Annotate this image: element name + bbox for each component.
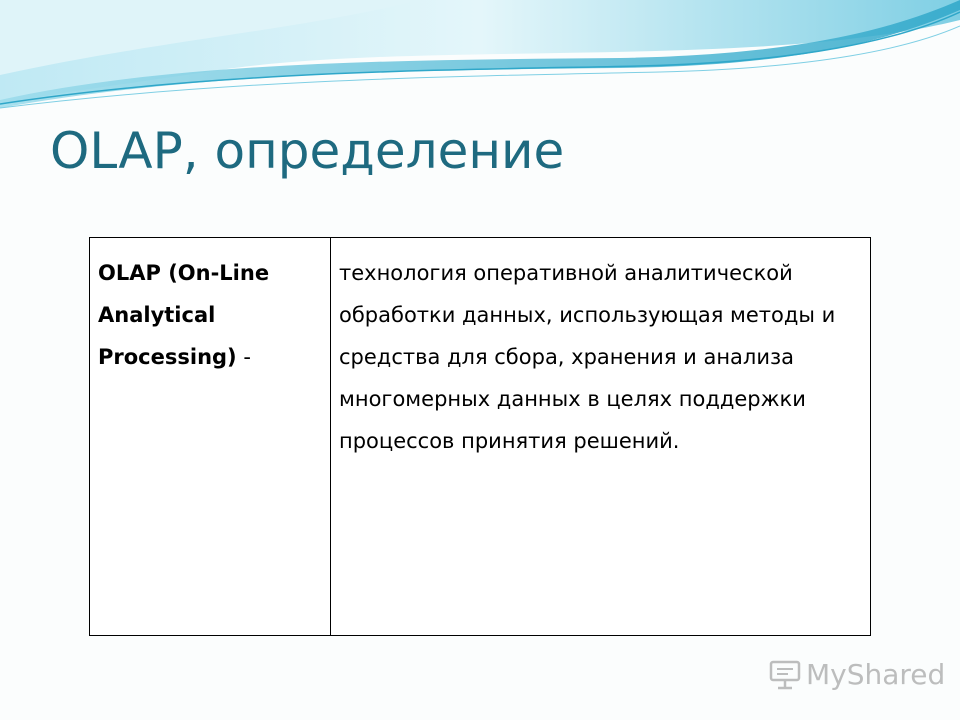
term-dash: -: [236, 345, 251, 369]
top-wave-decoration: [0, 0, 960, 120]
definition-table: [89, 237, 871, 636]
term-name: OLAP (On-Line Analytical Processing): [98, 261, 270, 369]
term-description: технология оперативной аналитической обработки данных, использующая методы и средства для сбора, хранения и анализа многомерных данных в целях поддержки процессов принятия решений.: [339, 261, 836, 453]
table-row: [90, 238, 871, 636]
description-cell: [331, 238, 871, 636]
slide-title: OLAP, определение: [50, 122, 565, 180]
watermark-logo: [768, 656, 945, 692]
presentation-icon: [768, 657, 802, 691]
term-cell: [90, 238, 331, 636]
watermark-text: MyShared: [806, 657, 946, 691]
